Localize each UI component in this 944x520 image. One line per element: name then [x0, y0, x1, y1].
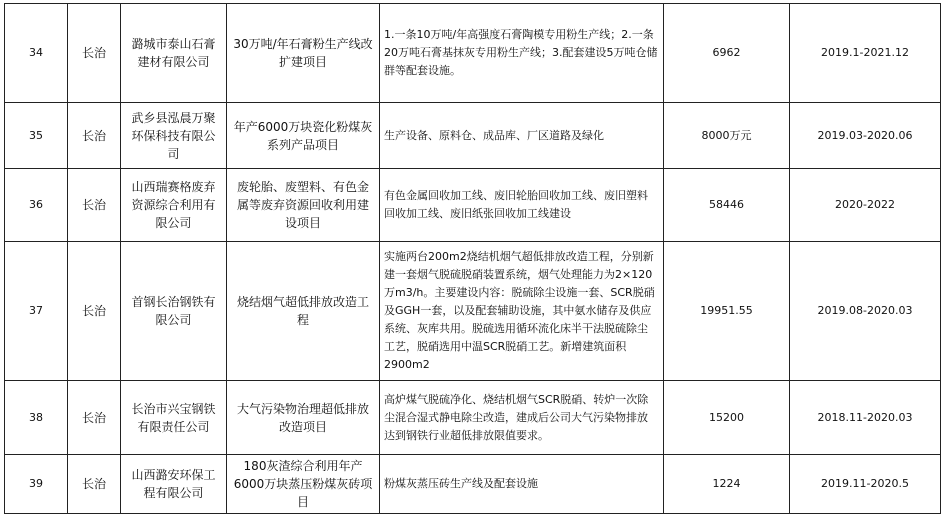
period-cell: 2019.03-2020.06 — [790, 103, 941, 169]
company-cell: 潞城市泰山石膏建材有限公司 — [121, 4, 227, 103]
city-cell: 长治 — [68, 103, 121, 169]
row-number: 35 — [5, 103, 68, 169]
content-cell: 高炉煤气脱硫净化、烧结机烟气SCR脱硝、转炉一次除尘混合湿式静电除尘改造，建成后公司大气污染物排放达到钢铁行业超低排放限值要求。 — [380, 381, 664, 455]
investment-cell: 6962 — [664, 4, 790, 103]
period-cell: 2019.1-2021.12 — [790, 4, 941, 103]
content-cell: 生产设备、原料仓、成品库、厂区道路及绿化 — [380, 103, 664, 169]
company-cell: 武乡县泓晨万聚环保科技有限公司 — [121, 103, 227, 169]
investment-cell: 8000万元 — [664, 103, 790, 169]
period-cell: 2018.11-2020.03 — [790, 381, 941, 455]
row-number: 39 — [5, 455, 68, 514]
project-cell: 废轮胎、废塑料、有色金属等废弃资源回收利用建设项目 — [227, 169, 380, 242]
company-cell: 长治市兴宝钢铁有限责任公司 — [121, 381, 227, 455]
investment-cell: 15200 — [664, 381, 790, 455]
city-cell: 长治 — [68, 4, 121, 103]
table-row — [5, 242, 941, 381]
company-cell: 首钢长治钢铁有限公司 — [121, 242, 227, 381]
project-cell: 年产6000万块瓷化粉煤灰系列产品项目 — [227, 103, 380, 169]
investment-cell: 19951.55 — [664, 242, 790, 381]
row-number: 34 — [5, 4, 68, 103]
period-cell: 2020-2022 — [790, 169, 941, 242]
table-row — [5, 4, 941, 103]
project-cell: 大气污染物治理超低排放改造项目 — [227, 381, 380, 455]
table-row — [5, 103, 941, 169]
period-cell: 2019.08-2020.03 — [790, 242, 941, 381]
row-number: 38 — [5, 381, 68, 455]
investment-cell: 1224 — [664, 455, 790, 514]
period-cell: 2019.11-2020.5 — [790, 455, 941, 514]
company-cell: 山西瑞赛格废弃资源综合利用有限公司 — [121, 169, 227, 242]
project-cell: 180灰渣综合利用年产6000万块蒸压粉煤灰砖项目 — [227, 455, 380, 514]
content-cell: 粉煤灰蒸压砖生产线及配套设施 — [380, 455, 664, 514]
company-cell: 山西潞安环保工程有限公司 — [121, 455, 227, 514]
project-table — [4, 3, 941, 514]
city-cell: 长治 — [68, 242, 121, 381]
row-number: 37 — [5, 242, 68, 381]
table-row — [5, 169, 941, 242]
content-cell: 实施两台200m2烧结机烟气超低排放改造工程，分别新建一套烟气脱硫脱硝装置系统，烟气处理能力为2×120万m3/h。主要建设内容：脱硫除尘设施一套、SCR脱硝及GGH一套，以及配套辅助设施，其中氨水储存及供应系统、灰库共用。脱硫选用循环流化床半干法脱硫除尘工艺，脱硝选用中温SCR脱硝工艺。新增建筑面积2900m2 — [380, 242, 664, 381]
row-number: 36 — [5, 169, 68, 242]
city-cell: 长治 — [68, 381, 121, 455]
project-cell: 烧结烟气超低排放改造工程 — [227, 242, 380, 381]
table-row — [5, 455, 941, 514]
content-cell: 1.一条10万吨/年高强度石膏陶模专用粉生产线；2.一条20万吨石膏基抹灰专用粉生产线；3.配套建设5万吨仓储群等配套设施。 — [380, 4, 664, 103]
project-cell: 30万吨/年石膏粉生产线改扩建项目 — [227, 4, 380, 103]
table-row — [5, 381, 941, 455]
city-cell: 长治 — [68, 169, 121, 242]
city-cell: 长治 — [68, 455, 121, 514]
investment-cell: 58446 — [664, 169, 790, 242]
content-cell: 有色金属回收加工线、废旧轮胎回收加工线、废旧塑料回收加工线、废旧纸张回收加工线建设 — [380, 169, 664, 242]
